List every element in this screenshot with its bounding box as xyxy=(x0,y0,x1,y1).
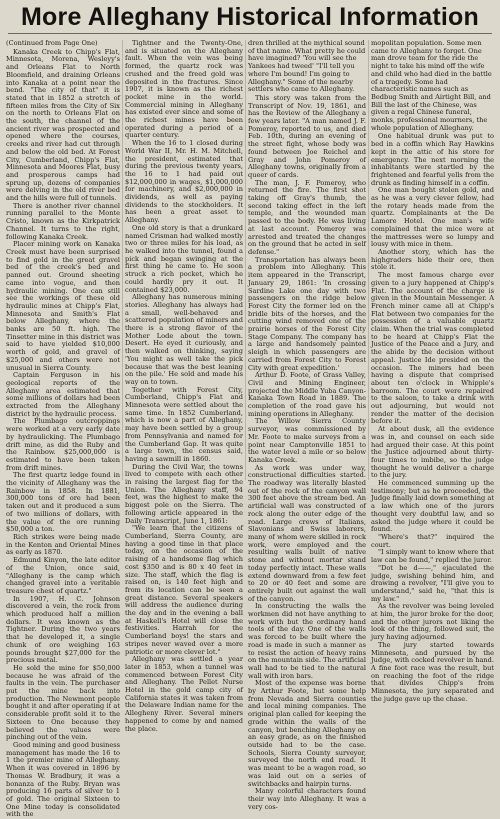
headline: More Alleghany Historical Information xyxy=(21,3,479,31)
paragraph: Edmund Kinyon, the late editor of the Union, once said, "Alleghany is the camp which changed gravel into a veritable treasure chest of quartz." xyxy=(6,556,120,595)
paragraph: Arthur D. Foote, of Grass Valley, Civil and Mining Engineer, projected the Middle Yuba Canyon-Kanaka Town Road in 1889. The completion of the road gave his mining operations in Alleghany. xyxy=(248,371,366,418)
paragraph: Many colorful characters found their way into Alleghany. It was a very cos- xyxy=(248,787,366,811)
paragraph: One old story is that a drunkard named Crisman had walked mostly two or three miles for his load, as he walked into the tunnel, found a pick and began swinging at the first thing he came to. He soon struck a rich pocket, which he could hardly pry it out. It contained $23,000. xyxy=(125,223,243,294)
column-4 xyxy=(371,39,494,703)
paragraph: He commenced summing up the testimony; but as he proceeded, the Judge finally laid down something at a law which one of the jurors thought very doubtful law, and so asked the judge where it could be found. xyxy=(371,479,494,534)
paragraph: The Plumbago outcroppings were worked at a very early date by hydraulicking. The Plumbago drift mine, as did the Ruby and the Rainbow. $25,000,000 is estimated to have been taken from drift mines. xyxy=(6,417,120,472)
paragraph: Alleghany was settled a year later in 1853, when a tunnel was commenced between Forest City and Alleghany. The Pellet Nurse Hotel in the gold camp city of California states it was taken from the Delaware Indian name for the Allegheny River. Several miners happened to come by and named the place. xyxy=(125,655,243,733)
paragraph: "I simply want to know where that law can be found," replied the juror. xyxy=(371,548,494,565)
paragraph: The Willow Sierra County surveyor, was commissioned by Mr. Foote to make surveys from a point near Camptonville 1851 to the water level a mile or so below Kanaka Creek. xyxy=(248,417,366,464)
paragraph: As work was under way, constructional difficulties started. The roadway was literally blasted out of the rock of the canyon wall 300 feet above the stream bed. An artificial wall was constructed of rock along the outer edge of the road. Large crews of Italians, Slavonians and Swiss laborers, many of whom were skilled in rock work, were employed and the resulting walls built of native stone and without mortar stand today perfectly intact. These walls extend downward from a few feet to 20 or 40 feet and some are entirely built out against the wall of the canyon. xyxy=(248,463,366,603)
paragraph: mopolitan population. Some men came to Alleghany to forget. One man drove team for the ride the night to take his mind off the wife and child who had died in the battle of a tragedy. Some had characteristic names such as Bedbug Smith and Airtight Bill, and Bill the last of the Chinese, was given a regal Chinese funeral, monks, professional mourners, the whole population of Alleghany. xyxy=(371,39,492,132)
headline-rule xyxy=(8,33,492,34)
paragraph: Placer mining work on Kanaka Creek must have been surprised to find gold in the great gravel bed of the creek's bed and panned out. Ground sheeting came into vogue, and then hydraulic mining. One can still see the workings of these old hydraulic mines at Chipp's Flat, Minnesota and Smith's Flat below Alleghany, where the banks are 50 ft. high. The Tinsetter mine in this district was said to have yielded $10,000 worth of gold, and gravel of $25,000 and others were not unusual in Sierra County. xyxy=(6,240,120,372)
paragraph: Another story, which has the highgraders hide their ore, then stole it. xyxy=(371,247,494,272)
paragraph: This story was taken from the Transcript of Nov. 19, 1861, and has the Review of the Alleghany a few years later. "A man named J. F. Pomeroy, reported to us, and died Feb. 10th, during an evening of the street fight, whose body was found between Joe Reichel and Gray and John Pomeroy of Alleghany towns, originally from a queer of cards. xyxy=(248,93,366,179)
column-3 xyxy=(248,39,366,811)
paragraph: There is another river channel running parallel to the Monte Cristo, known as the Kirkpatrick Channel. It turns to the right, following Kanaka Creek. xyxy=(6,201,120,241)
paragraph: Tightner and the Twenty-One, and is situated on the Alleghany fault. When the vein was being formed, the quartz rock was crushed and the freed gold was deposited in the fractures. Since 1907, it is known as the richest pocket mine in the world. Commercial mining in Alleghany has existed ever since and some of the richest mines have been operated during a period of a quarter century. xyxy=(125,39,243,140)
paragraph: "Where's that?" inquired the court. xyxy=(371,533,494,549)
column-divider xyxy=(245,40,246,480)
paragraph: The most famous charge ever given to a jury happened at Chipp's Flat. The account of the charge is given in the Mountain Messenger. A French miner came all at Chipp's Flat between two companies for the possession of a valuable quartz claim. When the trial was completed to be heard at Chipp's Flat the Justice of the Peace and a Jury, and the abide by the decision without appeal. Justice Ide presided on the occasion. The miners had been having a dispute that comprised about ten o'clock in Whipple's barroom. The court were repaired to the saloon, to take a drink with out adjourning, but would not render the matter of the decision before it. xyxy=(371,271,494,426)
continued-note: (Continued from Page One) xyxy=(6,39,98,47)
paragraph: He sold the mine for $50,000 because he was afraid of the faults in the vein. The purchaser put the mine back into production. The Newmont people bought it and after operating it at considerable profit sold it to the Sixteen to One because they believed the values were pinching out of the vein. xyxy=(6,663,120,742)
paragraph: When the 16 to 1 closed during World War II, Mr. H. M. Mitchell, the president, estimated that during the previous twenty years, the 16 to 1 had paid out $12,000,000 in wages, $1,000,000 for machinery, and $2,000,000 in dividends, as well as paying dividends to the stockholders. It has been a great asset to Alleghany. xyxy=(125,139,243,225)
paragraph: In 1907, H. C. Johnson discovered a vein, the rock from which produced half a million dollars. It was known as the Tightner. During the two years that he developed it, a single chunk of ore weighing 163 pounds brought $27,000 for the precious metal. xyxy=(6,594,120,665)
paragraph: One habitual drunk was put to bed in a coffin which Ray Hawkins kept in the attic of his store for emergency. The next morning the inhabitants were startled by the frightened and fearful yells from the drunk as finding himself in a coffin. xyxy=(371,132,494,187)
paragraph: Most of the expense was borne by Arthur Foote, but some help from Nevada and Sierra counties and local mining companies. The original plan called for keeping the grade within the walls of the canyon, but benching Alleghany on an easy grade, as on the finished outside had to be the case. Schools, Sierra County surveyor, surveyed the north end road. It was meant to be a wagon road, so was laid out on a series of switchbacks and hairpin turns. xyxy=(248,679,366,788)
paragraph: Rich strikes were being made in the Kenton and Oriental Mines as early as 1870. xyxy=(6,533,120,557)
paragraph: dren thrilled at the mythical sound of that name. What pretty he could have imagined? 'You will see the Yankees had tweed' "I'll tell you where I'm bound! I'm going to Alleghany." Some of the nearby settlers who came to Alleghany. xyxy=(248,39,366,94)
paragraph: "We learn that the citizens of Cumberland, Sierra County, are having a good time in that place today, on the occasion of the raising of a handsome flag which cost $350 and is 80 x 40 feet in size. The staff, which the flag is raised on, is 140 feet high and from its location can be seen a great distance. Several speakers will address the audience during the day and in the evening a ball at Haskell's Hotel will close the festivities. Harrah for the Cumberland boys! the stars and stripes never waved over a more patriotic or more clever lot." xyxy=(125,524,243,656)
paragraph: Kanaka Creek to Chipp's Flat, Minnesota, Morena, Wesleyy's and Orleans Flat to North Bloomfield, and draining Orleans into Kanaka at a point near the bend. "The city of that" it is stated that in 1852 a stretch of fifteen miles from the City of Six on the north to Orleans Flat on the south, the channel of the ancient river was prospected and opened where the courses, creeks and river had cut through and below the old bed. At Forest City, Cumberland, Chipp's Flat, Minnesota and Moores Flat, busy and prosperous camps had sprung up, dozens of companies were delving in the old river bed and the hills were full of tunnels. xyxy=(6,47,120,203)
paragraph: Transportation has always been a problem into Alleghany. This item appeared in the Transcript, January 29, 1861: 'In crossing Sardine Lake one day with two passengers on the ridge below Forest City the former led on the bridle bits of the horses, and the cutting wind removed one of the prairie horses of the Forest City Stage Company. The company has a large and handsomely painted sleigh in which passengers are carried from Forest City to Forest City with great expedition.' xyxy=(248,255,366,372)
column-1 xyxy=(6,39,120,819)
paragraph: Good mining and good business management has made the 16 to 1 the premier mine of Alleghany. When it was covered in 1896 by Thomas W. Bradbury, it was a bonanza of the Ruby. Bryan was producing 16 parts of silver to 1 of gold. The original Sixteen to One Mine today is consolidated with the xyxy=(6,740,120,819)
paragraph: Together with Forest City, Cumberland, Chipp's Flat and Minnesota were settled about the same time. In 1852 Cumberland, which is now a part of Alleghany, may have been settled by a group from Pennsylvania and named for the Cumberland Gap. It was quite a large town, the census said, having a sawmill in 1860. xyxy=(125,385,243,463)
column-divider xyxy=(122,40,123,480)
paragraph: One man bought stolen gold, and as he was a very clever fellow, had the rotary heads made from the quartz. Complainants at the De Lamore Hotel. One man's wife complained that the mice were at the mattresses were so lumpy and lousy with mice in them. xyxy=(371,186,494,249)
paragraph: The man, J. F. Pomeroy, who returned the fire. The first shot taking off Gray's thumb, the second taking effect in the left temple, and the wounded man passed to the body. He was living at last account. Pomeroy was arrested and treated the changes on the ground that he acted in self defense." xyxy=(248,178,366,256)
paragraph: The jury started towards Minnesota, and pursued by the Judge, with cocked revolver in hand. A fine foot race was the result, but on reaching the foot of the ridge that divides Chipp's from Minnesota, the jury separated and the judge gave up the chase. xyxy=(371,640,494,703)
paragraph: "Dot be d——," ejaculated the judge, swishing behind him, and drawing a revolver, "I'll give you to understand," said he, "that this is my law." xyxy=(371,563,494,603)
column-2 xyxy=(125,39,243,733)
paragraph: In constructing the walls the workmen did not have anything to work with but the ordinary hand tools of the day. One of the walls was forced to be built where the road is made in such a manner as to resist the action of heavy rains on the mountain side. The artificial wall had to be tied to the natural wall with iron bars. xyxy=(248,602,366,680)
paragraph: At about dusk, all the evidence was in, and counsel on each side had argued their case. At this point the Justice adjourned about thirty-four times to imbibe, so the judge thought he would deliver a charge to the jury. xyxy=(371,425,494,480)
paragraph: The first quartz ledge found in the vicinity of Alleghany was the Rainbow in 1858. In 1881, 300,000 tons of ore had been taken out and it produced a sum of two millions of dollars, with the value of the ore running $50,000 a ton. xyxy=(6,471,120,534)
column-divider xyxy=(368,40,369,480)
paragraph: Alleghany has numerous mining stories. Alleghany has always had a small, well-behaved and scattered population of miners and there is a strong flavor of the Mother Lode about the town. Desert. He eyed it curiously, and then walked on thinking, saying 'You might as well take the pick because that was the best leaning on the pile.' He sold and made his way on to town. xyxy=(125,293,243,386)
paragraph: Captain Ferguson in his geological reports of the Alleghany area estimated that some millions of dollars had been extracted from the Alleghany district by the hydraulic process. xyxy=(6,371,120,418)
paragraph: As the revolver was being leveled at him, the juror broke for the door, and the other jurors not liking the look of the thing, followed suit, the jury having adjourned. xyxy=(371,602,494,642)
paragraph: During the Civil War, the towns lived to compete with each other in raising the largest flag for the Union. The Alleghany staff, 94 feet, was the highest to make the biggest pole on the Sierra. The following article appeared in the Daily Transcript, June 1, 1861: xyxy=(125,462,243,525)
